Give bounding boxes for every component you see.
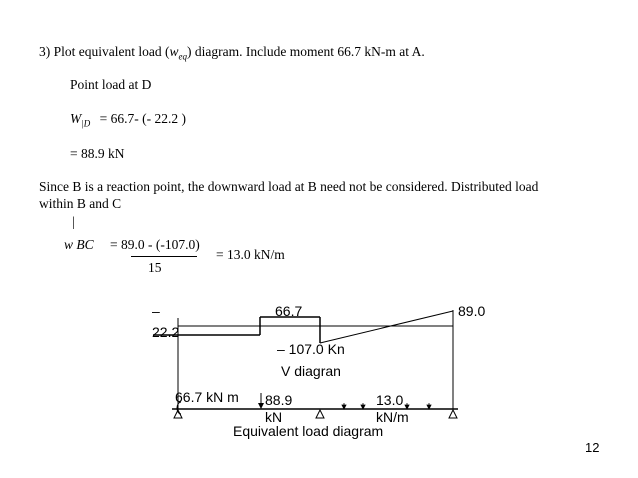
step-heading-sub: eq: [178, 51, 187, 62]
v-rising-line: [320, 311, 453, 343]
wbc-label: w BC: [64, 237, 94, 252]
step-heading-w: w: [169, 44, 179, 59]
v-caption: V diagran: [281, 363, 341, 379]
v-mid-value: 66.7: [275, 303, 303, 319]
support-c: [449, 410, 457, 418]
v-left-dash: –: [152, 303, 160, 319]
point-load-arrowhead: [258, 403, 264, 409]
step-heading-suffix: ) diagram. Include moment 66.7 kN-m at A.: [187, 44, 425, 59]
point-load-unit: kN: [265, 409, 283, 425]
step-heading-prefix: 3) Plot equivalent load (: [39, 44, 170, 59]
udl-unit: kN/m: [376, 409, 409, 425]
wd-result: = 88.9 kN: [70, 146, 125, 161]
wd-expression: = 66.7- (- 22.2 ): [99, 111, 186, 126]
wbc-result: = 13.0 kN/m: [216, 247, 285, 262]
eq-caption: Equivalent load diagram: [233, 423, 384, 439]
moment-label: 66.7 kN m: [175, 389, 239, 405]
wbc-numerator: = 89.0 - (-107.0): [110, 237, 200, 252]
udl-value: 13.0: [376, 392, 404, 408]
reaction-note-line2: within B and C: [39, 196, 122, 211]
point-load-value: 88.9: [265, 392, 293, 408]
v-left-value: 22.2: [152, 324, 180, 340]
wd-symbol: W: [70, 111, 82, 126]
v-right-value: 89.0: [458, 303, 486, 319]
wd-subscript: |D: [81, 118, 91, 129]
wbc-denominator: 15: [148, 260, 162, 275]
page-number: 12: [585, 440, 600, 455]
bar-mark: |: [72, 214, 75, 229]
support-b: [316, 410, 324, 418]
v-drop-value: – 107.0 Kn: [277, 341, 345, 357]
reaction-note-line1: Since B is a reaction point, the downward load at B need not be considered. Distributed load: [39, 179, 539, 194]
point-load-label: Point load at D: [70, 77, 152, 92]
